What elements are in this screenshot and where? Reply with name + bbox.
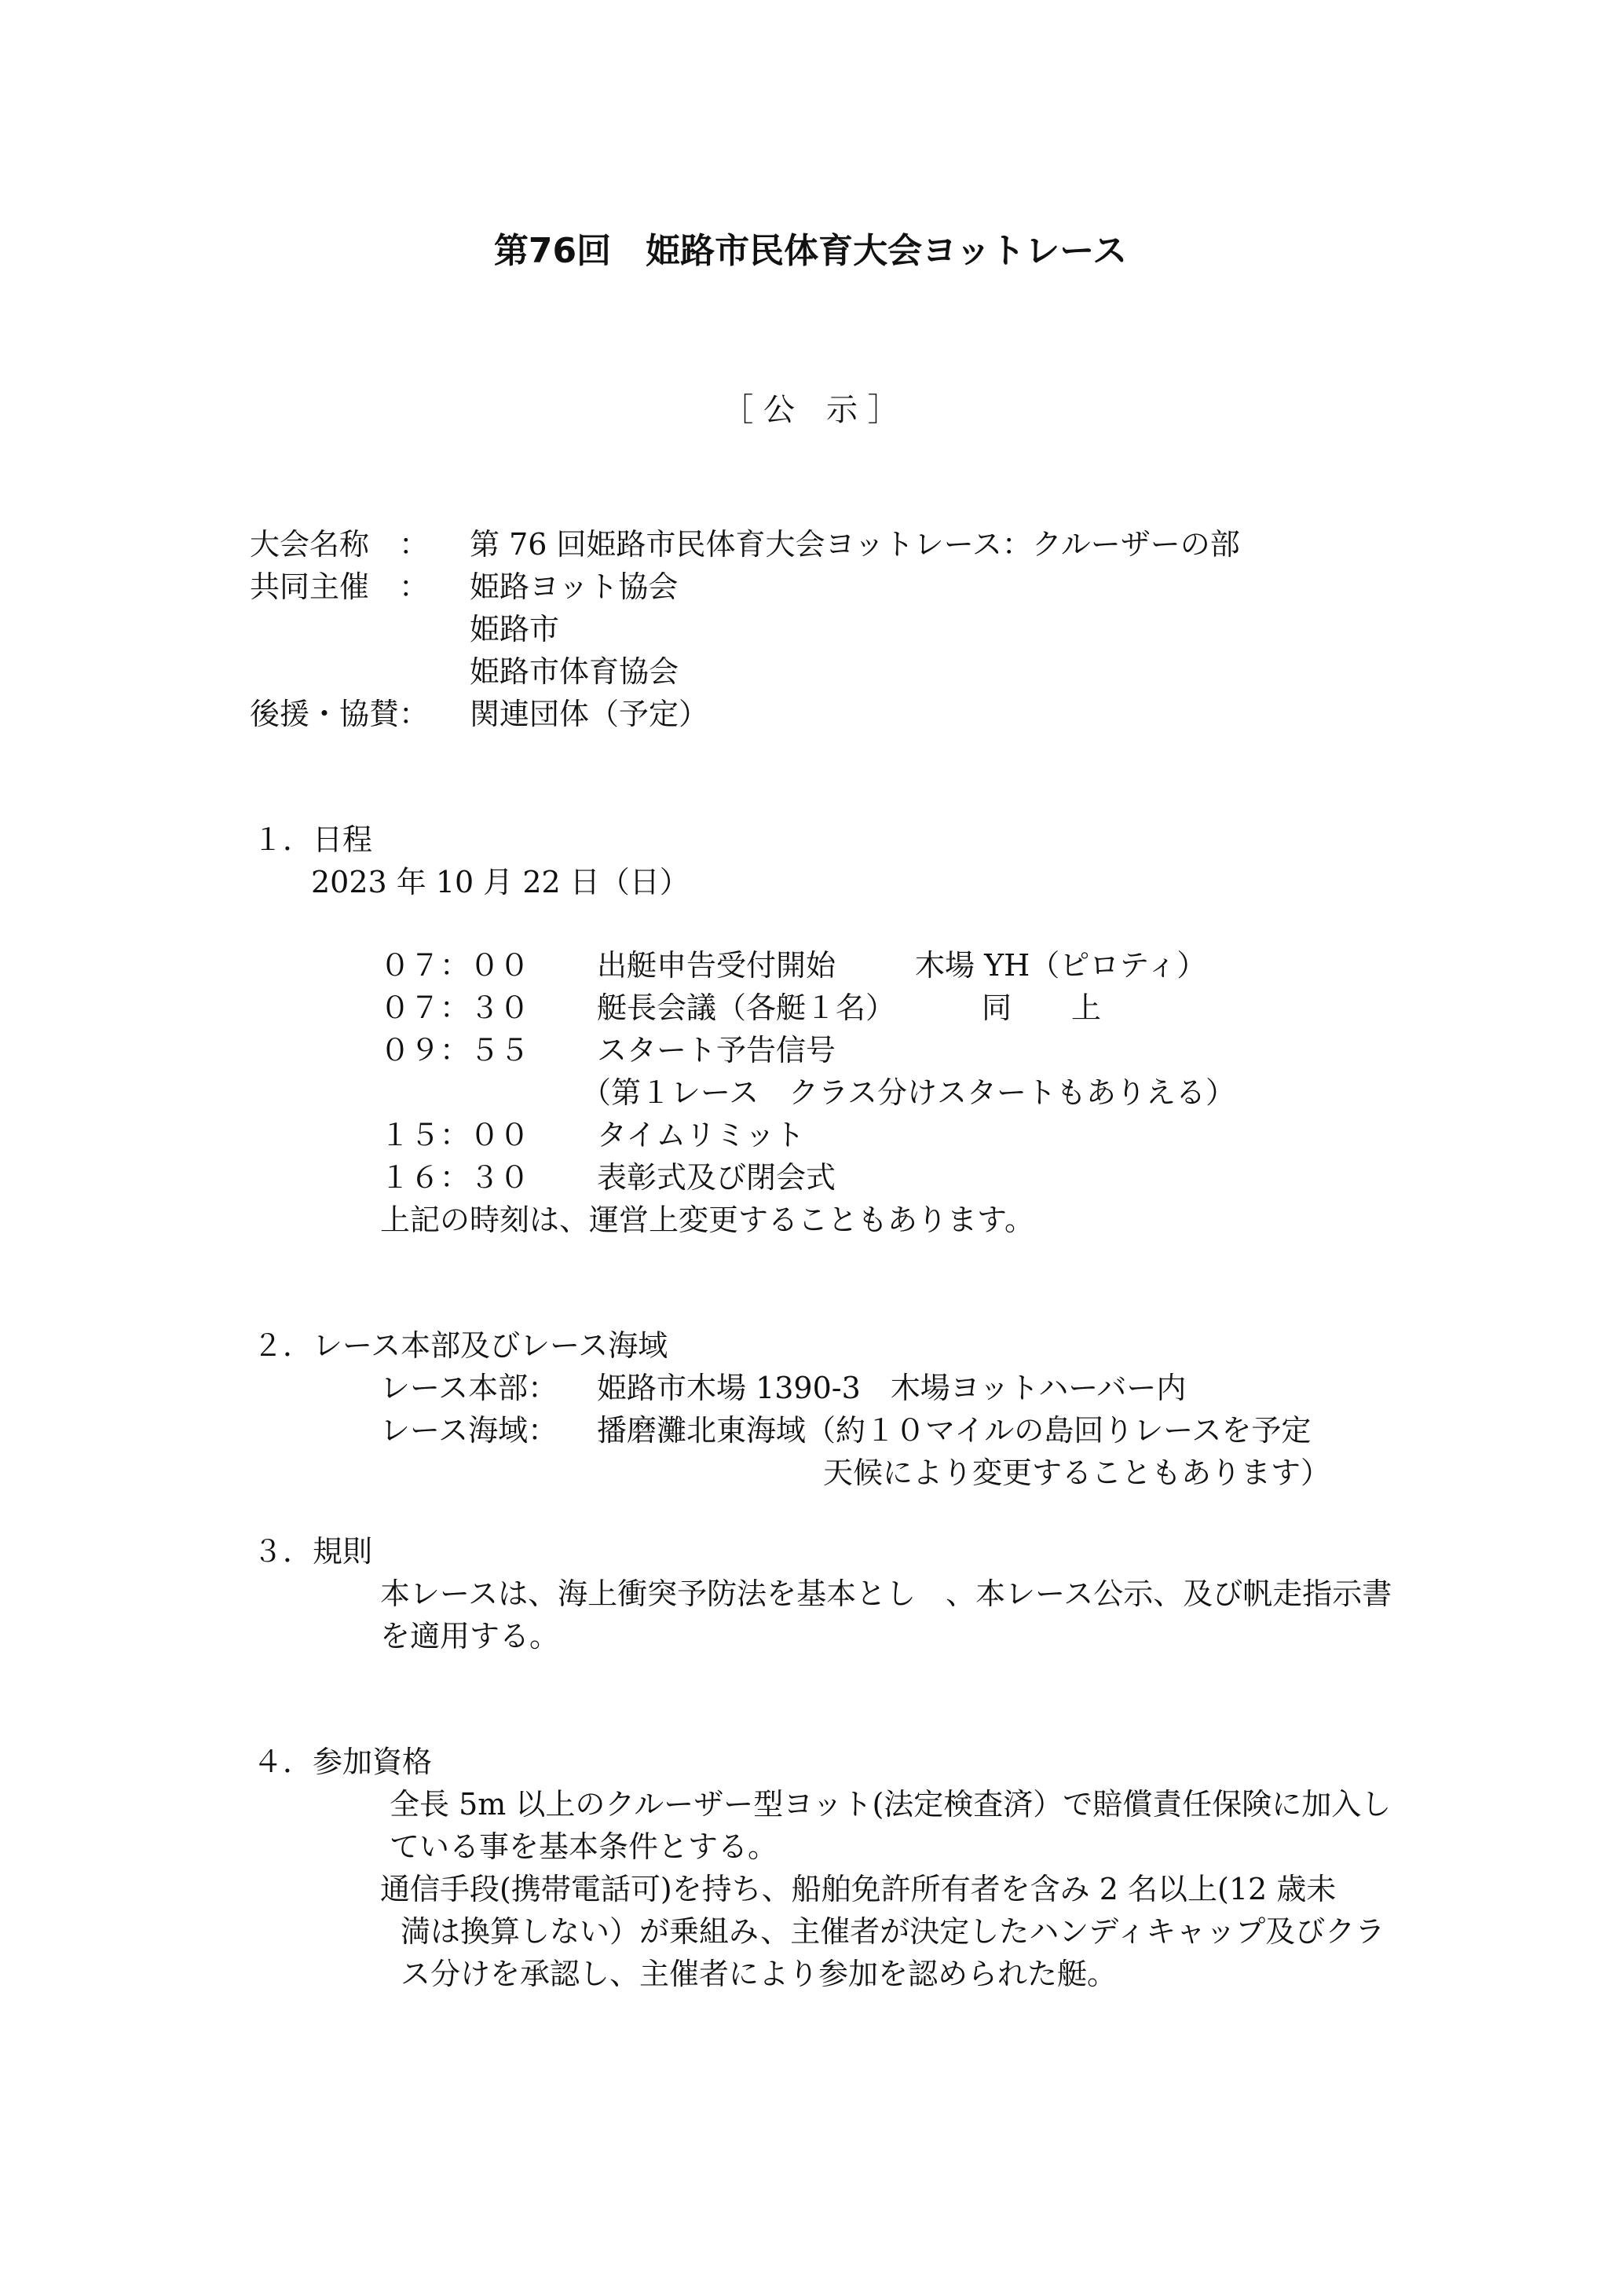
schedule-time-5: １６：３０	[380, 1160, 530, 1195]
rules-line-1: 本レースは、海上衝突予防法を基本とし 、本レース公示、及び帆走指示書	[380, 1576, 1392, 1611]
race-hq-value: 姫路市木場 1390-3 木場ヨットハーバー内	[597, 1371, 1187, 1405]
schedule-event-4: タイムリミット	[597, 1118, 805, 1152]
rules-line-2: を適用する。	[380, 1619, 560, 1653]
schedule-event-2: 艇長会議（各艇１名）	[597, 991, 896, 1025]
schedule-place-2: 同 上	[982, 991, 1102, 1025]
section-2-heading: ２．レース本部及びレース海域	[253, 1328, 668, 1363]
schedule-event-3: スタート予告信号	[597, 1033, 836, 1067]
notice-subtitle: ［ 公 示 ］	[722, 392, 899, 428]
schedule-event-5: 表彰式及び閉会式	[597, 1160, 836, 1195]
co-host-3: 姫路市体育協会	[470, 654, 679, 689]
schedule-time-1: ０７：００	[380, 948, 530, 983]
eligibility-p1-line-1: 全長 5m 以上のクルーザー型ヨット(法定検査済）で賠償責任保険に加入し	[390, 1787, 1392, 1822]
co-host-1: 姫路ヨット協会	[470, 569, 679, 604]
event-date: 2023 年 10 月 22 日（日）	[311, 865, 690, 899]
schedule-event-1: 出艇申告受付開始	[597, 948, 836, 983]
co-host-label: 共同主催 ：	[250, 569, 430, 604]
race-area-value-2: 天候により変更することもあります）	[823, 1456, 1331, 1490]
schedule-place-1: 木場 YH（ピロティ）	[915, 948, 1207, 983]
schedule-time-3: ０９：５５	[380, 1033, 530, 1067]
race-area-label: レース海域：	[380, 1413, 558, 1448]
support-value: 関連団体（予定）	[470, 697, 709, 731]
eligibility-p2-line-2: 満は換算しない）が乗組み、主催者が決定したハンディキャップ及びクラ	[401, 1914, 1385, 1949]
eligibility-p2-line-1: 通信手段(携帯電話可)を持ち、船舶免許所有者を含み 2 名以上(12 歳未	[380, 1872, 1337, 1906]
section-4-heading: ４．参加資格	[253, 1745, 433, 1779]
co-host-2: 姫路市	[470, 612, 560, 646]
start-note: （第１レース クラス分けスタートもありえる）	[581, 1075, 1235, 1110]
section-3-heading: ３．規則	[253, 1534, 373, 1569]
support-label: 後援・協賛：	[250, 697, 430, 731]
race-area-value: 播磨灘北東海域（約１０マイルの島回りレースを予定	[597, 1413, 1312, 1448]
eligibility-p2-line-3: ス分けを承認し、主催者により参加を認められた艇。	[401, 1957, 1118, 1991]
schedule-time-2: ０７：３０	[380, 991, 530, 1025]
schedule-footer-note: 上記の時刻は、運営上変更することもあります。	[380, 1203, 1034, 1237]
page-title: 第76回 姫路市民体育大会ヨットレース	[493, 231, 1128, 271]
race-hq-label: レース本部：	[380, 1371, 558, 1405]
event-name-label: 大会名称 ：	[250, 527, 430, 562]
section-1-heading: １．日程	[253, 822, 373, 857]
schedule-time-4: １５：００	[380, 1118, 530, 1152]
eligibility-p1-line-2: ている事を基本条件とする。	[390, 1829, 778, 1864]
event-name-value: 第 76 回姫路市民体育大会ヨットレース：クルーザーの部	[470, 527, 1240, 562]
